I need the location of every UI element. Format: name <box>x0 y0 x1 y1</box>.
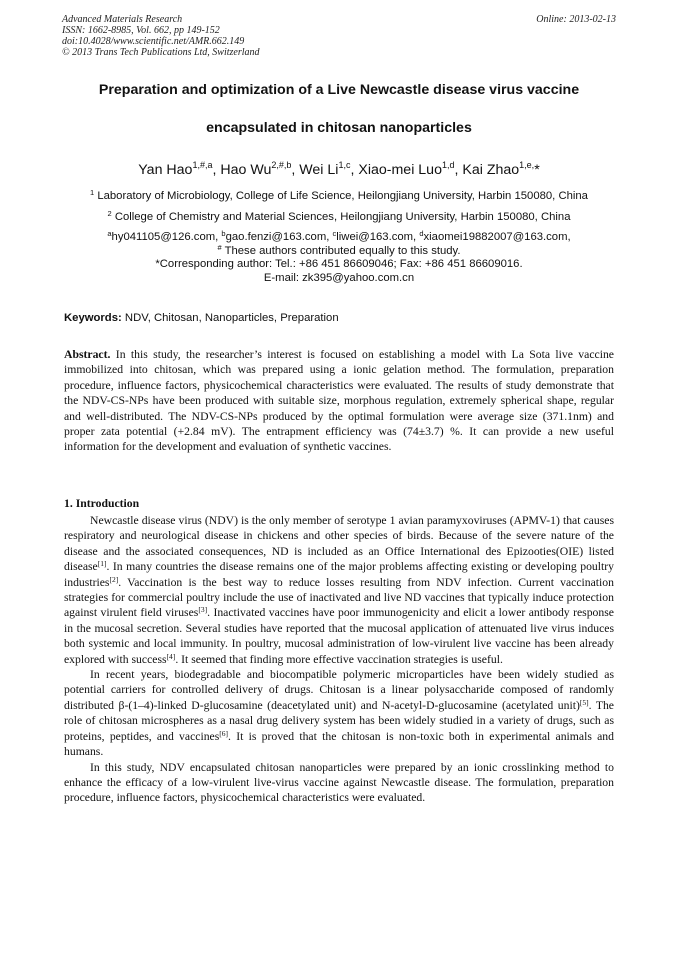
abstract-text: In this study, the researcher’s interest is focused on establishing a model with La Sota live vaccine immobilized into chitosan, which was prepared using a ionic gelation method. The formulation, preparation procedure, influence factors, physicochemical characteristics were evaluated. The results of study demonstrate that the NDV-CS-NPs have been produced with suitable size, morphous regulation, extremely spherical shape, regular and well-distributed. The NDV-CS-NPs produced by the optimal formulation were average size (371.1nm) and proper zata potential (+2.84 mV). The entrapment efficiency was (74±3.7) %. It can provide a new useful information for the development and evaluation of synthetic vaccines. <box>64 348 614 454</box>
paper-title-line-2: encapsulated in chitosan nanoparticles <box>206 120 472 136</box>
author-affiliation-mark: 1,c <box>338 160 351 170</box>
corresponding-mark: * <box>534 162 540 178</box>
affiliation-1 <box>40 189 638 203</box>
author-name: Wei Li <box>299 162 339 178</box>
affiliation-number: 2 <box>107 209 112 218</box>
affiliation-2 <box>40 210 638 224</box>
author-affiliation-mark: 1,d <box>441 160 455 170</box>
contact-block <box>40 231 638 285</box>
author-affiliation-mark: 1,#,a <box>192 160 213 170</box>
corresponding-author: *Corresponding author: Tel.: +86 451 86609046; Fax: +86 451 86609016. <box>155 258 523 271</box>
author-affiliation-mark: 2,#,b <box>271 160 292 170</box>
journal-name: Advanced Materials Research <box>62 14 183 25</box>
online-date: Online: 2013-02-13 <box>536 14 616 25</box>
doi: doi:10.4028/www.scientific.net/AMR.662.149 <box>62 36 245 47</box>
equal-contribution-note <box>40 242 638 259</box>
citation[interactable]: [1] <box>97 559 107 569</box>
abstract <box>64 347 614 455</box>
email-link[interactable]: hy041105@126.com, <box>111 231 222 243</box>
paragraph <box>64 513 614 667</box>
abstract-label: Abstract. <box>64 348 111 361</box>
email-link[interactable]: xiaomei19882007@163.com, <box>423 231 571 243</box>
author-separator: , <box>454 162 463 178</box>
email-mark: a <box>107 229 112 238</box>
paragraph-text: . The role of chitosan microspheres as a nasal drug delivery system has been widely studied in a variety of drugs, such as proteins, peptides, and vaccines <box>64 698 614 743</box>
journal-header <box>62 14 616 58</box>
keywords-label: Keywords: <box>64 312 122 324</box>
citation[interactable]: [2] <box>109 574 119 584</box>
author-separator: , <box>212 162 221 178</box>
email-link[interactable]: gao.fenzi@163.com, <box>225 231 333 243</box>
author-separator: , <box>350 162 359 178</box>
paragraph-text: In recent years, biodegradable and biocompatible polymeric microparticles have been widely studied as potential carriers for controlled delivery of drugs. Chitosan is a linear polysaccharide composed of randomly distributed β-(1–4)-linked D-glucosamine (deacetylated unit) and N-acetyl-D-glucosamine (acetylated unit) <box>64 668 614 712</box>
email-link[interactable]: liwei@163.com, <box>336 231 420 243</box>
affiliation-text: College of Chemistry and Material Sciences, Heilongjiang University, Harbin 150080, China <box>114 211 571 223</box>
issn: ISSN: 1662-8985, Vol. 662, pp 149-152 <box>62 25 220 36</box>
section-heading-introduction: 1. Introduction <box>64 497 140 510</box>
affiliation-text: Laboratory of Microbiology, College of Life Science, Heilongjiang University, Harbin 150080, China <box>97 190 588 202</box>
author-name: Kai Zhao <box>462 162 520 178</box>
equal-contribution-mark: # <box>217 242 222 252</box>
citation[interactable]: [3] <box>198 605 208 615</box>
paper-title-line-1: Preparation and optimization of a Live Newcastle disease virus vaccine <box>98 82 580 98</box>
paragraph-text: . It seemed that finding more effective vaccination strategies is useful. <box>175 652 503 666</box>
email-list <box>40 231 638 245</box>
introduction-body <box>64 513 614 806</box>
email-mark: c <box>332 229 337 238</box>
email-mark: d <box>419 229 424 238</box>
keywords <box>64 312 339 324</box>
author-name: Yan Hao <box>138 162 193 178</box>
paragraph-text: . Vaccination is the best way to reduce losses resulting from NDV infection. Current vaccination strategies for commercial poultry include the use of inactivated and live ND vaccines that typically induce protection against virulent field viruses <box>64 575 614 620</box>
paragraph-text: . It is proved that the chitosan is non-toxic both in experimental animals and humans. <box>64 729 614 759</box>
author-list <box>40 162 638 178</box>
author-name: Hao Wu <box>220 162 272 178</box>
paragraph-text: . In many countries the disease remains one of the major problems affecting existing or developing poultry industries <box>64 560 614 589</box>
copyright: © 2013 Trans Tech Publications Ltd, Switzerland <box>62 47 260 58</box>
paragraph-text: . Inactivated vaccines have poor immunogenicity and elicit a lower antibody response in the mucosal secretion. Several studies have reported that the mucosal application of attenuated live virus induces both systemic and local immunity. In poultry, mucosal administration of low-virulent live vaccine has been already explored with success <box>64 606 614 666</box>
corresponding-email[interactable]: E-mail: zk395@yahoo.com.cn <box>263 271 415 284</box>
author-separator: , <box>291 162 300 178</box>
citation[interactable]: [5] <box>579 697 589 707</box>
email-mark: b <box>221 229 226 238</box>
paragraph <box>64 667 614 759</box>
author-affiliation-mark: 1,e, <box>519 160 535 170</box>
affiliation-number: 1 <box>90 188 95 197</box>
paragraph-text: Newcastle disease virus (NDV) is the only member of serotype 1 avian paramyxoviruses (APMV-1) that causes respiratory and neurological disease in chickens and other species of birds. Because of the severe nature of the disease and the associated consequences, ND is included as an Office International des Epizooties(OIE) listed disease <box>64 514 614 574</box>
keywords-text: NDV, Chitosan, Nanoparticles, Preparation <box>121 312 339 324</box>
author-name: Xiao-mei Luo <box>358 162 442 178</box>
equal-contribution-text: These authors contributed equally to this study. <box>221 244 461 257</box>
citation[interactable]: [6] <box>219 728 229 738</box>
paragraph: In this study, NDV encapsulated chitosan nanoparticles were prepared by an ionic crosslinking method to enhance the efficacy of a low-virulent live-virus vaccine against Newcastle disease. The formulation, preparation procedure, influence factors, physicochemical characteristics were evaluated. <box>64 760 614 805</box>
citation[interactable]: [4] <box>166 651 176 661</box>
